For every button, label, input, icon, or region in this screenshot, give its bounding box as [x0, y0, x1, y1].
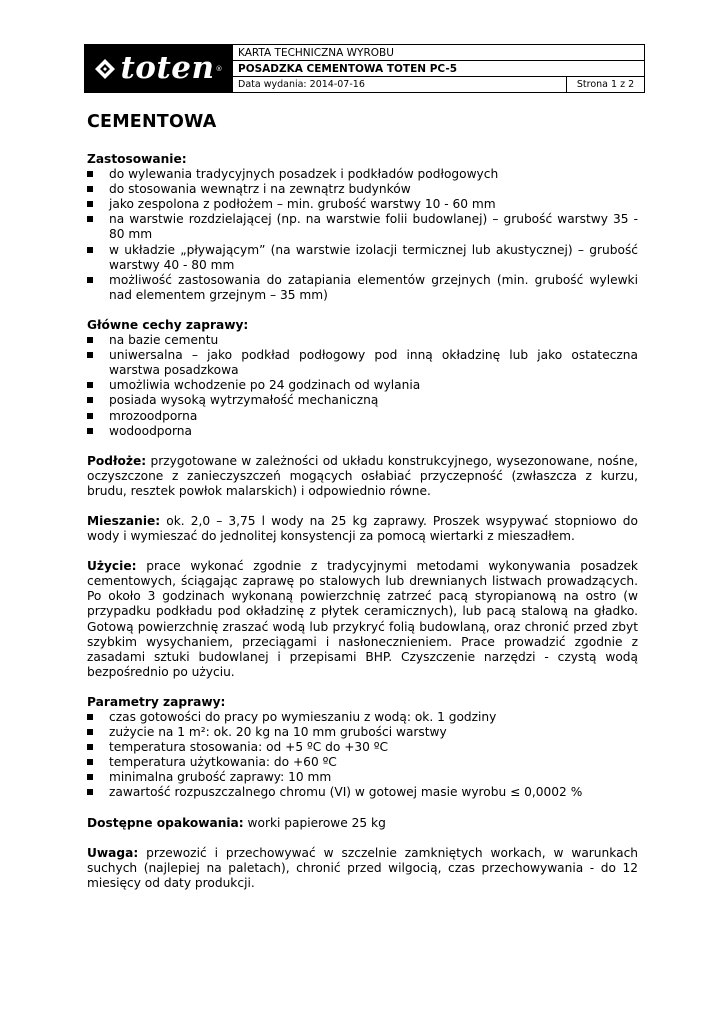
brand-logo [85, 45, 233, 92]
section-title: Główne cechy zaprawy: [87, 317, 249, 332]
section-text: przygotowane w zależności od układu konstrukcyjnego, wysezonowane, nośne, oczyszczone z zanieczyszczeń mogących osłabiać przyczepność (zwłaszcza z kurzu, brudu, resztek powłok malarskich) i odpowiednio równe. [87, 453, 638, 498]
doc-type: KARTA TECHNICZNA WYROBU [233, 45, 644, 61]
section-label: Użycie: [87, 559, 137, 574]
list-item: do stosowania wewnątrz i na zewnątrz budynków [87, 182, 638, 197]
section-uzycie [87, 559, 638, 680]
section-title: Zastosowanie: [87, 152, 187, 166]
section-text: ok. 2,0 – 3,75 l wody na 25 kg zaprawy. Proszek wsypywać stopniowo do wody i wymieszać do jednolitej konsystencji za pomocą wiertarki z mieszadłem. [87, 513, 638, 544]
section-uwaga [87, 846, 638, 891]
list-item: możliwość zastosowania do zatapiania elementów grzejnych (min. grubość wylewki nad elementem grzejnym – 35 mm) [87, 273, 638, 303]
list-item: temperatura użytkowania: do +60 ºC [87, 755, 638, 770]
list-item: wodoodporna [87, 424, 638, 439]
document-header [84, 44, 645, 93]
list-item: do wylewania tradycyjnych posadzek i podkładów podłogowych [87, 167, 638, 182]
diamond-logo-icon [94, 58, 116, 80]
page-number: Strona 1 z 2 [566, 77, 644, 92]
list-item: umożliwia wchodzenie po 24 godzinach od wylania [87, 378, 638, 393]
page-title: CEMENTOWA [87, 112, 217, 132]
list-item: na warstwie rozdzielającej (np. na warstwie folii budowlanej) – grubość warstwy 35 - 80 mm [87, 212, 638, 242]
section-podloze [87, 454, 638, 499]
section-zastosowanie [87, 152, 638, 303]
section-label: Podłoże: [87, 453, 147, 468]
list-item: jako zespolona z podłożem – min. grubość warstwy 10 - 60 mm [87, 197, 638, 212]
section-parametry [87, 695, 638, 801]
section-text: worki papierowe 25 kg [243, 815, 386, 830]
list-item: mrozoodporna [87, 409, 638, 424]
section-mieszanie [87, 514, 638, 544]
section-label: Uwaga: [87, 845, 139, 860]
list-item: na bazie cementu [87, 333, 638, 348]
section-label: Dostępne opakowania: [87, 815, 244, 830]
product-name: POSADZKA CEMENTOWA TOTEN PC-5 [233, 61, 644, 77]
logo-wordmark: toten [120, 50, 215, 86]
section-label: Mieszanie: [87, 513, 161, 528]
list-item: zużycie na 1 m²: ok. 20 kg na 10 mm grubości warstwy [87, 725, 638, 740]
section-text: prace wykonać zgodnie z tradycyjnymi metodami wykonywania posadzek cementowych, ściągając zaprawę po stalowych lub drewnianych listwach prowadzących. Po około 3 godzinach wykonaną powierzchnię zatrzeć pacą styropianową na ostro (w przypadku podkładu pod okładzinę z płytek ceramicznych), lub pacą stalową na gładko. Gotową powierzchnię zraszać wodą lub przykryć folią budowlaną, oraz chronić przed zbyt szybkim wysychaniem, przeciągami i nasłonecznieniem. Prace prowadzić zgodnie z zasadami sztuki budowlanej i przepisami BHP. Czyszczenie narzędzi - czystą wodą bezpośrednio po użyciu. [87, 559, 638, 679]
issue-date: Data wydania: 2014-07-16 [238, 79, 365, 90]
list-item: temperatura stosowania: od +5 ºC do +30 ºC [87, 740, 638, 755]
document-body [87, 110, 638, 906]
section-opakowania [87, 816, 638, 831]
section-cechy [87, 318, 638, 439]
list-item: minimalna grubość zaprawy: 10 mm [87, 770, 638, 785]
list-item: posiada wysoką wytrzymałość mechaniczną [87, 393, 638, 408]
list-item: czas gotowości do pracy po wymieszaniu z wodą: ok. 1 godziny [87, 710, 638, 725]
section-title: Parametry zaprawy: [87, 694, 226, 709]
list-item: w układzie „pływającym” (na warstwie izolacji termicznej lub akustycznej) – grubość warstwy 40 - 80 mm [87, 243, 638, 273]
list-item: uniwersalna – jako podkład podłogowy pod inną okładzinę lub jako ostateczna warstwa posadzkowa [87, 348, 638, 378]
registered-mark: ® [215, 64, 223, 73]
section-text: przewozić i przechowywać w szczelnie zamkniętych workach, w warunkach suchych (najlepiej na paletach), chronić przed wilgocią, czas przechowywania - do 12 miesięcy od daty produkcji. [87, 845, 638, 890]
list-item: zawartość rozpuszczalnego chromu (VI) w gotowej masie wyrobu ≤ 0,0002 % [87, 785, 638, 800]
